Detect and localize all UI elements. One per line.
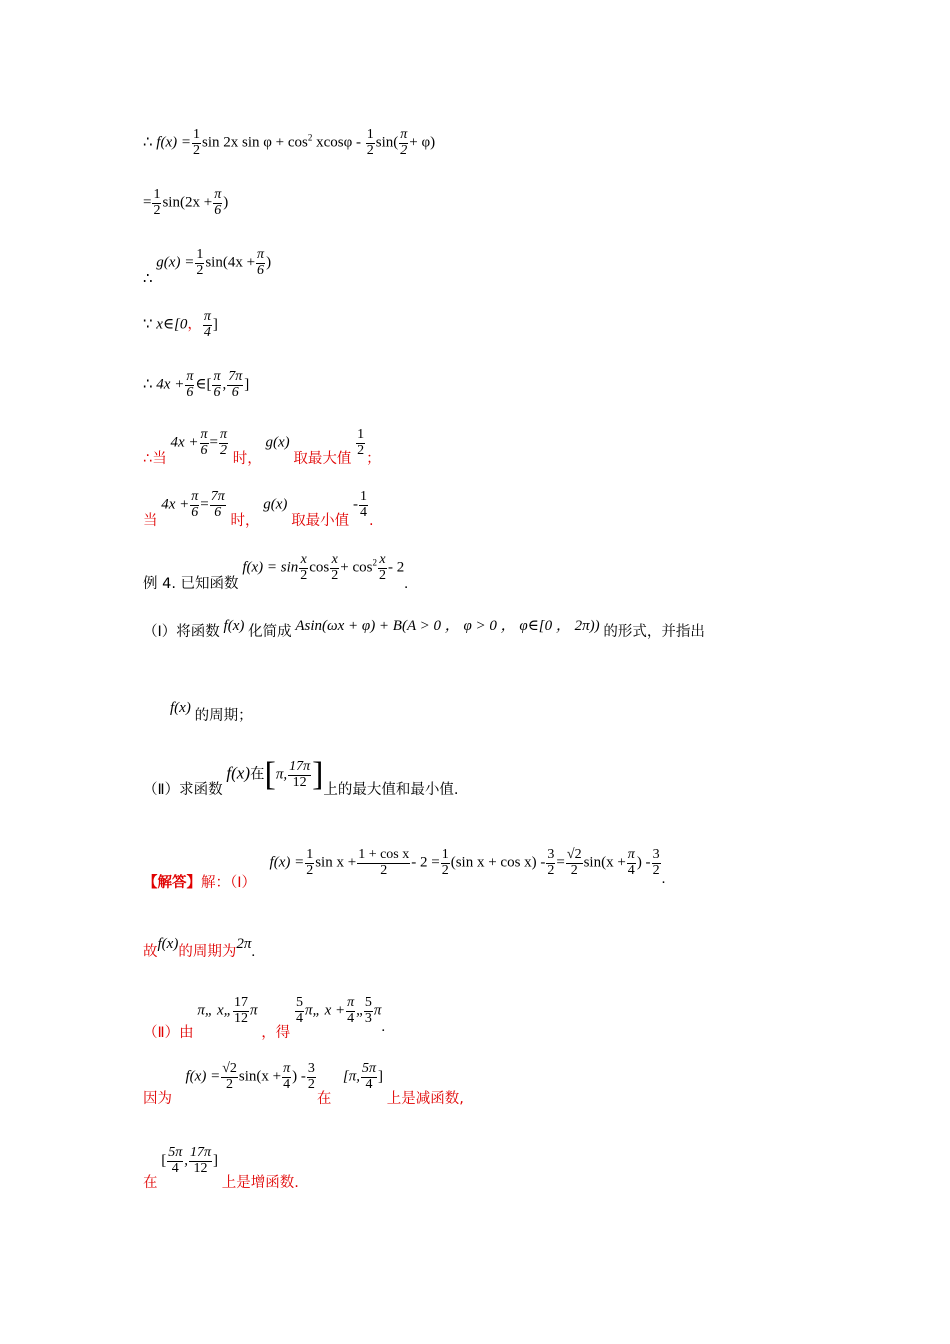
fraction: $\frac{1}{2}$ (357, 427, 365, 458)
fraction: $\frac{\pi}{4}$ (283, 1061, 291, 1092)
red-text: 当 (143, 512, 158, 529)
fraction: $\frac{\pi}{4}$ (203, 309, 211, 340)
formula-text: g(x) = (156, 254, 195, 271)
fraction: $\frac{1}{2}$ (192, 127, 200, 158)
fraction: $\frac{\text{1 + cos x}}{2}$ (358, 847, 410, 878)
fraction: $\frac{3}{2}$ (307, 1061, 315, 1092)
formula-text: + φ) (409, 134, 436, 151)
part-label: （Ⅱ）求函数 (143, 782, 223, 799)
fraction: $\frac{3}{2}$ (652, 847, 660, 878)
fraction: $\frac{5\pi}{4}$ (168, 1145, 183, 1176)
increasing-interval: 在 [ $\frac{5\pi}{4}$ , $\frac{17\pi}{12}$ ] 上是增函数. (143, 1145, 299, 1191)
formula-line-6: ∴当 4x + $\frac{\pi}{6}$ = $\frac{\pi}{2}$ 时， g(x) 取最大值 $\frac{1}{2}$ ； (143, 427, 381, 467)
fraction: $\frac{17\pi}{12}$ (190, 1145, 212, 1176)
fraction: $\frac{\pi}{2}$ (400, 127, 408, 158)
fraction: $\frac{√2}{2}$ (566, 847, 582, 878)
fraction: $\frac{√2}{2}$ (222, 1061, 237, 1092)
formula-text: f(x) = (156, 134, 191, 151)
fraction: $\frac{\pi}{6}$ (186, 369, 194, 400)
fraction: $\frac{5}{4}$ (296, 995, 304, 1026)
fraction: $\frac{1}{2}$ (366, 127, 374, 158)
formula-text: sin 2x sin φ + cos (201, 134, 308, 151)
fraction: $\frac{17\pi}{12}$ (289, 758, 311, 790)
example-label: 例 4. 已知函数 (143, 575, 239, 592)
formula-text: sin(2x + (162, 194, 213, 211)
therefore-symbol: ∴ (143, 376, 153, 393)
formula-text: Asin(ωx + φ) + B(A > 0 ， φ > 0 ， φ∈[0 ， 2π)) (295, 618, 600, 634)
formula-line-5: ∴ 4x + $\frac{\pi}{6}$ ∈[ $\frac{\pi}{6}$ , $\frac{7\pi}{6}$ ] (143, 369, 250, 400)
formula-text: xcosφ - (312, 134, 362, 151)
fraction: $\frac{1}{2}$ (306, 847, 314, 878)
fraction: $\frac{5\pi}{4}$ (361, 1061, 376, 1092)
fraction: $\frac{\pi}{6}$ (257, 247, 265, 278)
fraction: $\frac{5}{3}$ (364, 995, 372, 1026)
part-2-statement: （Ⅱ）求函数 f(x)在[π, $\frac{17\pi}{12}$ ]上的最大值和最小值. (143, 756, 459, 799)
formula-line-2: = $\frac{1}{2}$ sin(2x + $\frac{\pi}{6}$ ) (143, 187, 229, 218)
fraction: $\frac{\pi}{4}$ (627, 847, 635, 878)
fraction: $\frac{x}{2}$ (378, 552, 386, 583)
fraction: $\frac{\pi}{6}$ (214, 187, 222, 218)
fraction: $\frac{x}{2}$ (300, 552, 308, 583)
therefore-symbol: ∴ (143, 270, 153, 287)
fraction: $\frac{7\pi}{6}$ (210, 489, 225, 520)
superscript: 2 (307, 132, 313, 143)
therefore-symbol: ∴ (143, 134, 153, 151)
formula-text: x∈[0 (156, 316, 188, 333)
formula-text: sin( (375, 134, 399, 151)
fraction: $\frac{1}{2}$ (153, 187, 161, 218)
formula-line-7: 当 4x + $\frac{\pi}{6}$ = $\frac{7\pi}{6}$ 时， g(x) 取最小值 - $\frac{1}{4}$ . (143, 489, 374, 529)
fraction: $\frac{\pi}{6}$ (213, 369, 221, 400)
answer-tag: 【解答】 (143, 874, 201, 891)
fraction: $\frac{x}{2}$ (331, 552, 339, 583)
fraction: $\frac{1}{4}$ (359, 489, 367, 520)
fraction: $\frac{\pi}{4}$ (347, 995, 355, 1026)
formula-line-1 (143, 128, 435, 158)
answer-part-1: 【解答】解：（Ⅰ） f(x) = $\frac{1}{2}$ sin x + $\frac{\text{1 + cos x}}{2}$ - 2 = $\frac{1}{2}$ (sin x + cos x) - $\frac{3}{2}$ = $\frac{√2}{2}$ sin(x + $\frac{\pi}{4}$ ) - $\frac{3}{2}$ . (143, 847, 666, 891)
period-answer: 故f(x)的周期为2π. (143, 936, 256, 960)
fraction: $\frac{1}{2}$ (196, 247, 204, 278)
decreasing-interval: 因为 f(x) = $\frac{√2}{2}$ sin(x + $\frac{\pi}{4}$ ) - $\frac{3}{2}$ 在 [π, $\frac{5\pi}{4}$ ] 上是减函数, (143, 1061, 464, 1107)
answer-part-2: （Ⅱ）由 π„ x„ $\frac{17}{12}$ π ，得 $\frac{5}{4}$ π„ x + $\frac{\pi}{4}$ „ $\frac{5}{3}$ π. (143, 995, 386, 1041)
fraction: $\frac{3}{2}$ (547, 847, 555, 878)
fraction: $\frac{\pi}{6}$ (191, 489, 199, 520)
part-1-statement: （Ⅰ）将函数 f(x) 化简成 Asin(ωx + φ) + B(A > 0 ， φ > 0 ， φ∈[0 ， 2π)) 的形式，并指出 (143, 618, 705, 640)
because-symbol: ∵ (143, 316, 153, 333)
part-label: （Ⅰ）将函数 (143, 624, 220, 640)
formula-text: 4x + (156, 376, 185, 393)
fraction: $\frac{7\pi}{6}$ (228, 369, 243, 400)
fraction: $\frac{\pi}{2}$ (220, 427, 228, 458)
formula-text: sin(4x + (205, 254, 256, 271)
formula-line-4: ∵ x∈[0， $\frac{\pi}{4}$ ] (143, 309, 218, 340)
fraction: $\frac{1}{2}$ (441, 847, 449, 878)
red-text: ∴当 (143, 450, 167, 467)
part-1-period: f(x) 的周期； (170, 700, 253, 724)
fraction: $\frac{17}{12}$ (234, 995, 248, 1026)
fraction: $\frac{\pi}{6}$ (200, 427, 208, 458)
example-4-statement: 例 4. 已知函数 f(x) = sin $\frac{x}{2}$ cos $\frac{x}{2}$ + $\cos^2$ $\frac{x}{2}$ - 2. (143, 552, 408, 592)
formula-line-3: ∴ g(x) = $\frac{1}{2}$ sin(4x + $\frac{\pi}{6}$ ) (143, 247, 272, 287)
